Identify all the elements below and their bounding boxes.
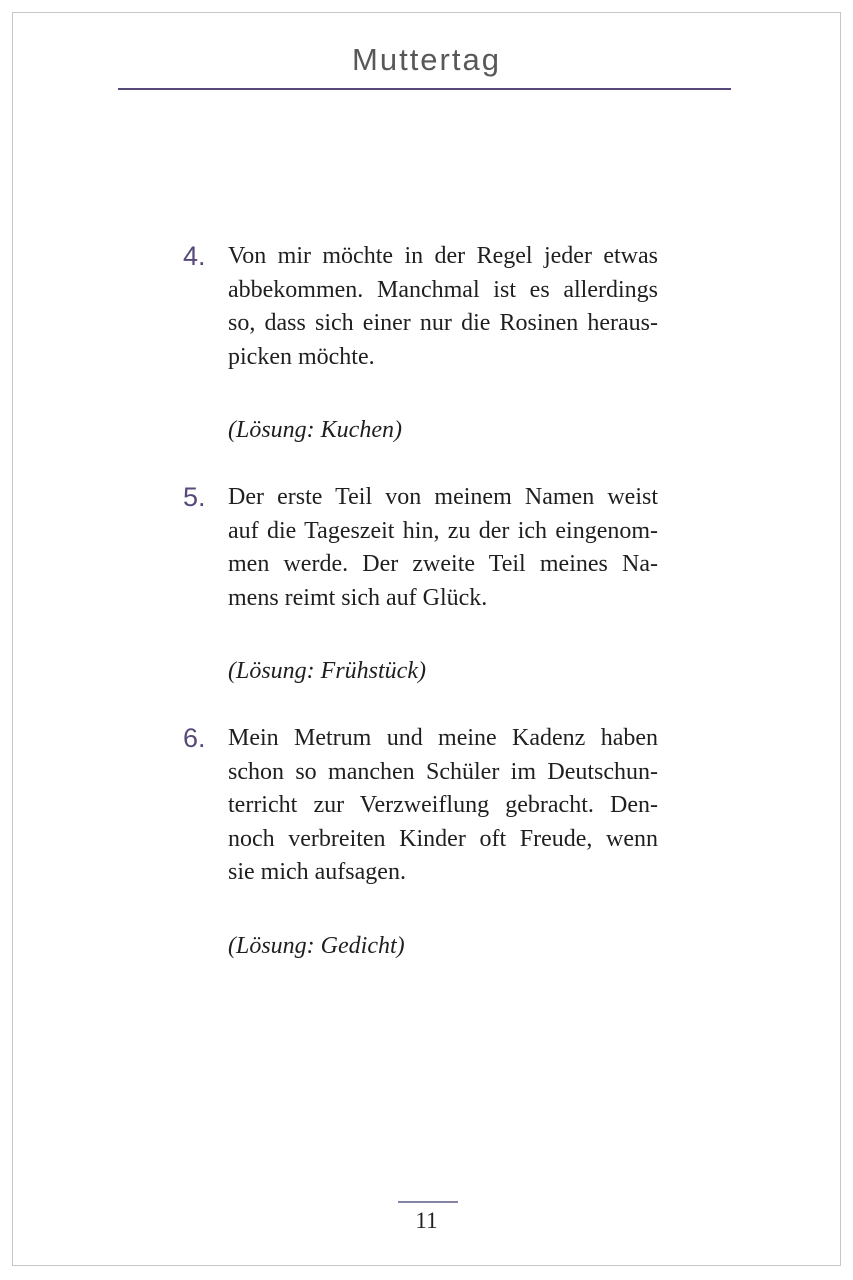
riddle-line: picken möchte. xyxy=(228,343,375,370)
item-number: 4. xyxy=(183,241,206,271)
riddle-line: abbekommen. Manchmal ist es allerdings xyxy=(228,276,658,303)
riddle-body xyxy=(228,240,658,448)
riddle-body xyxy=(228,481,658,689)
riddle-solution: (Lösung: Gedicht) xyxy=(228,932,405,959)
item-number: 5. xyxy=(183,481,206,512)
riddle-line: men werde. Der zweite Teil meines Na- xyxy=(228,551,658,578)
riddle-list xyxy=(183,240,659,964)
riddle-text xyxy=(228,240,658,374)
footer-rule xyxy=(398,1201,458,1203)
riddle-line: noch verbreiten Kinder oft Freude, wenn xyxy=(228,825,658,852)
riddle-solution: (Lösung: Kuchen) xyxy=(228,417,402,444)
riddle-line: terricht zur Verzweiflung gebracht. Den- xyxy=(228,792,658,819)
riddle-line: schon so manchen Schüler im Deutschun- xyxy=(228,758,658,785)
riddle-body xyxy=(228,722,658,964)
riddle-text xyxy=(228,481,658,615)
riddle-text xyxy=(228,722,658,890)
riddle-line: Mein Metrum und meine Kadenz haben xyxy=(228,724,658,751)
page-title: Muttertag xyxy=(352,42,501,77)
riddle-item xyxy=(183,240,659,448)
page-number: 11 xyxy=(415,1208,438,1233)
item-number: 6. xyxy=(183,722,206,753)
riddle-line: Der erste Teil von meinem Namen weist xyxy=(228,483,658,510)
riddle-line: auf die Tageszeit hin, zu der ich eingenom- xyxy=(228,517,658,544)
riddle-line: so, dass sich einer nur die Rosinen heraus- xyxy=(228,310,658,337)
riddle-item xyxy=(183,481,659,689)
riddle-line: mens reimt sich auf Glück. xyxy=(228,584,488,611)
riddle-line: sie mich aufsagen. xyxy=(228,859,406,886)
riddle-item xyxy=(183,722,659,964)
riddle-solution: (Lösung: Frühstück) xyxy=(228,658,426,685)
title-underline xyxy=(118,88,731,90)
riddle-line: Von mir möchte in der Regel jeder etwas xyxy=(228,243,658,269)
